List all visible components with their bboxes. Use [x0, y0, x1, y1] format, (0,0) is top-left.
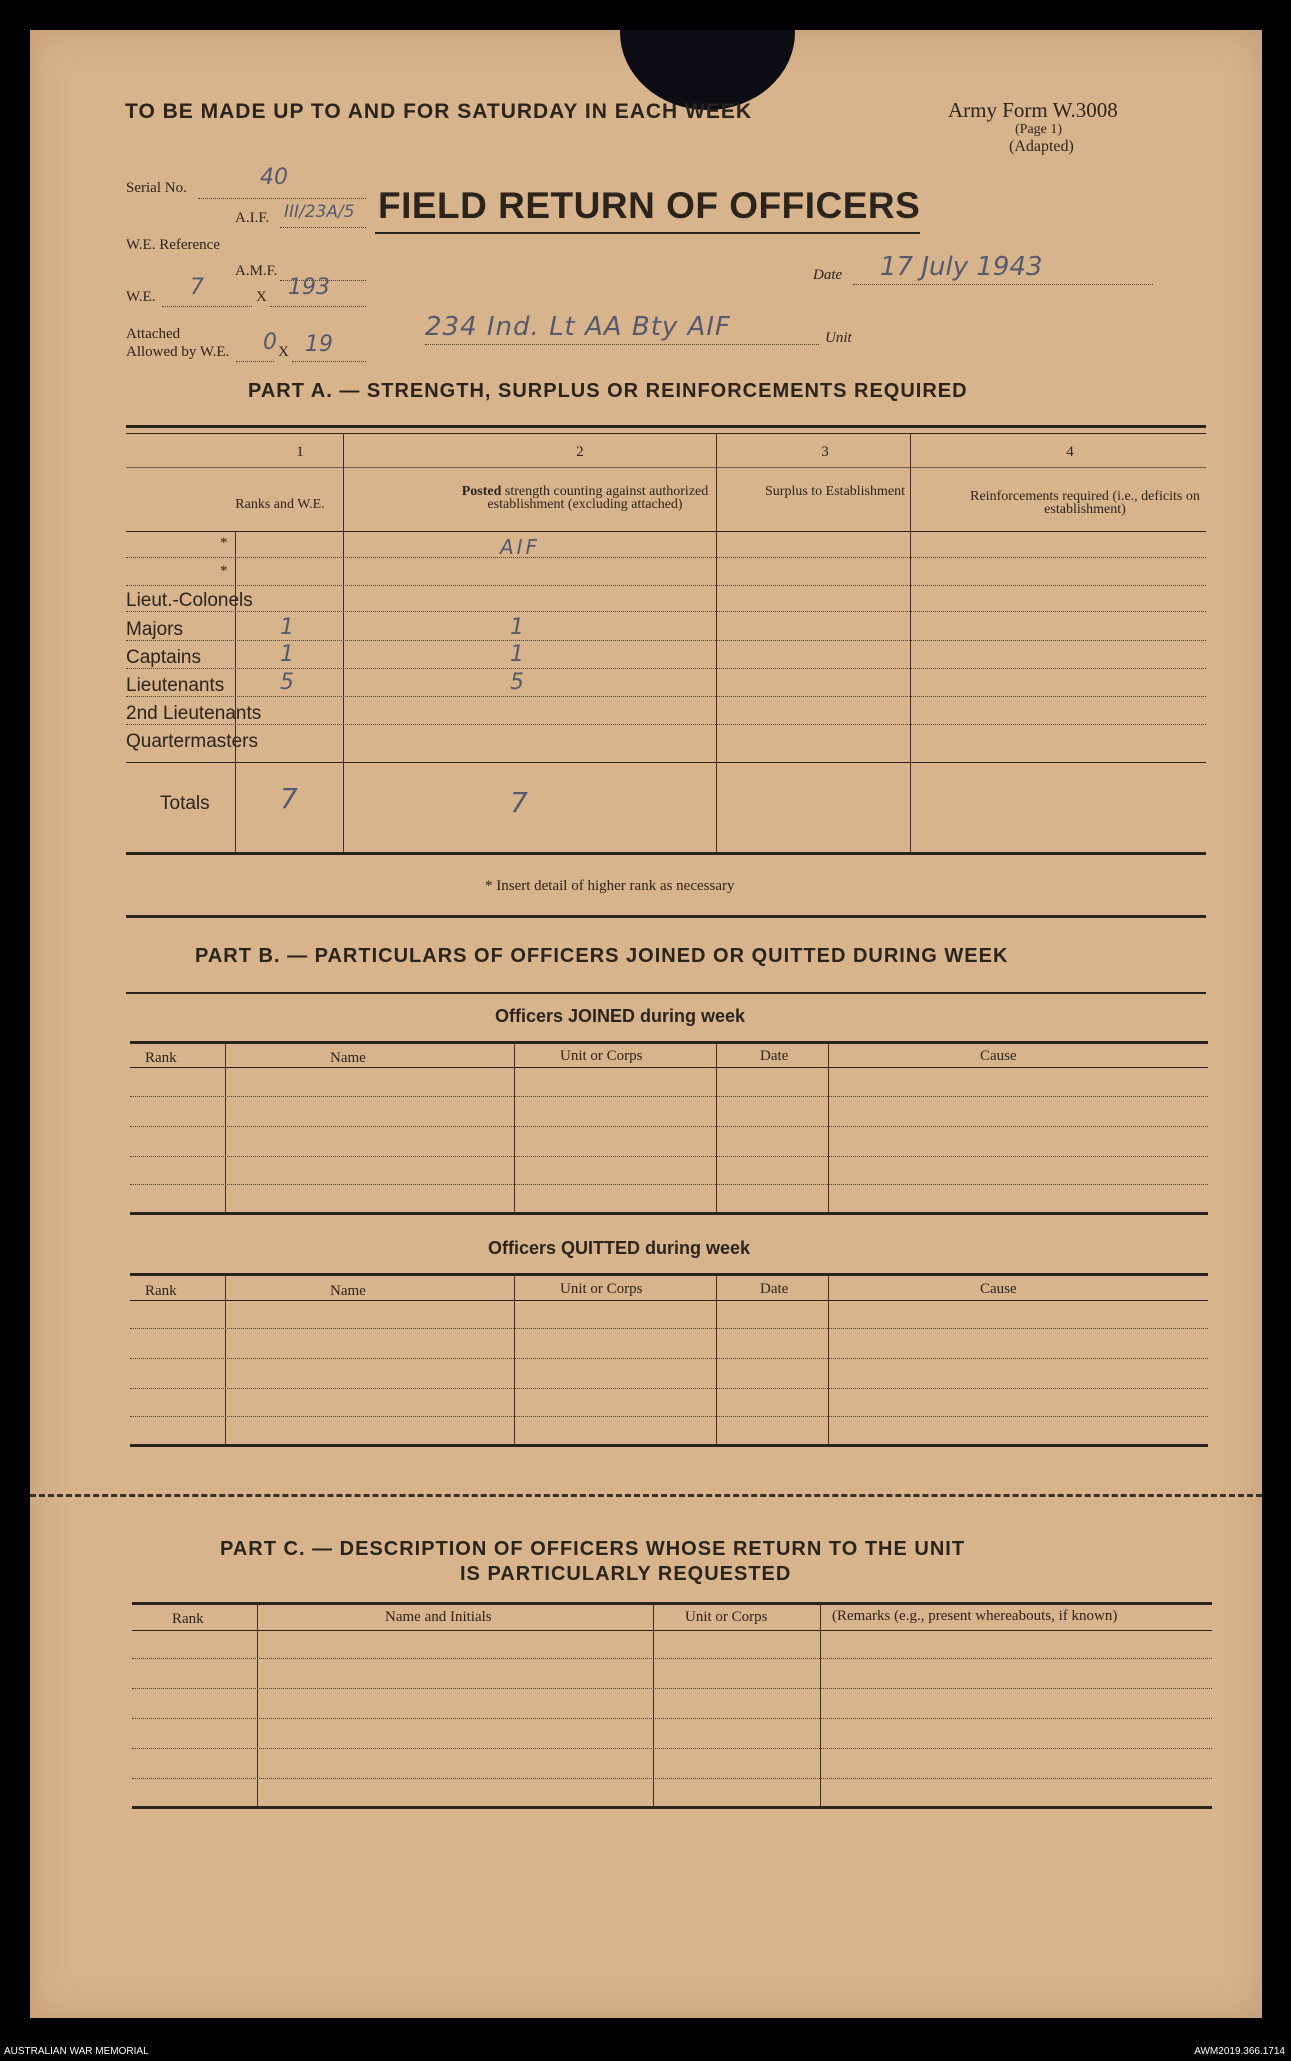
- instruction-text: TO BE MADE UP TO AND FOR SATURDAY IN EACH WEEK: [125, 100, 753, 123]
- title-underline: [375, 232, 920, 234]
- joined-col-rank: Rank: [145, 1050, 177, 1066]
- serial-line: [198, 198, 366, 199]
- attached-label: Attached: [126, 326, 181, 342]
- part-b-title: PART B. — PARTICULARS OF OFFICERS JOINED OR QUITTED DURING WEEK: [195, 945, 1009, 967]
- quitted-col-rank: Rank: [145, 1283, 177, 1299]
- quitted-col-name: Name: [330, 1283, 366, 1299]
- page-title: FIELD RETURN OF OFFICERS: [378, 185, 921, 226]
- joined-top-rule: [130, 1041, 1208, 1044]
- we-value-2: 193: [288, 275, 330, 300]
- col-number-4: 4: [1066, 444, 1074, 460]
- quitted-col-unit: Unit or Corps: [560, 1281, 643, 1297]
- part-a-vline-2: [716, 433, 717, 853]
- part-c-row-line: [132, 1718, 1212, 1719]
- quitted-title: Officers QUITTED during week: [488, 1238, 751, 1258]
- posted-majors: 1: [510, 615, 524, 640]
- we-line-2: [270, 306, 366, 307]
- part-c-header-rule: [132, 1630, 1212, 1631]
- part-c-col-name: Name and Initials: [385, 1609, 492, 1625]
- form-number: Army Form W.3008: [948, 98, 1118, 122]
- joined-bottom-rule: [130, 1212, 1208, 1215]
- joined-col-name: Name: [330, 1050, 366, 1066]
- aif-line: [280, 227, 366, 228]
- totals-we: 7: [280, 782, 298, 815]
- date-label: Date: [813, 267, 843, 283]
- row-line: [126, 585, 1206, 586]
- allowed-x: X: [278, 344, 289, 360]
- totals-posted: 7: [510, 786, 528, 819]
- serial-value: 40: [260, 165, 288, 190]
- joined-title: Officers JOINED during week: [495, 1006, 746, 1026]
- rank-lieutenants: Lieutenants: [126, 675, 225, 696]
- col3-header: Surplus to Establishment: [765, 484, 905, 499]
- col-number-rule: [126, 467, 1206, 468]
- quitted-vline: [225, 1276, 226, 1444]
- part-c-col-unit: Unit or Corps: [685, 1609, 768, 1625]
- star-row-1: *: [220, 535, 228, 551]
- allowed-value-2: 19: [305, 332, 333, 357]
- quitted-vline: [716, 1276, 717, 1444]
- rank-lieut-colonels: Lieut.-Colonels: [126, 590, 253, 611]
- quitted-col-cause: Cause: [980, 1281, 1017, 1297]
- totals-label: Totals: [160, 793, 210, 814]
- joined-row-line: [130, 1126, 1208, 1127]
- part-c-vline: [257, 1605, 258, 1807]
- col1-header: Ranks and W.E.: [235, 497, 325, 512]
- posted-captains: 1: [510, 642, 524, 667]
- row-line: [126, 640, 1206, 641]
- joined-row-line: [130, 1184, 1208, 1185]
- form-paper: [30, 30, 1262, 2018]
- form-page: (Page 1): [1015, 122, 1063, 137]
- part-c-top-rule: [132, 1602, 1212, 1605]
- star-row-2: *: [220, 563, 228, 579]
- col2-header: [435, 485, 735, 511]
- part-c-vline: [820, 1605, 821, 1807]
- part-c-col-rank: Rank: [172, 1611, 204, 1627]
- joined-row-line: [130, 1156, 1208, 1157]
- quitted-top-rule: [130, 1273, 1208, 1276]
- aif-note: AIF: [500, 535, 541, 559]
- date-value: 17 July 1943: [880, 252, 1043, 282]
- rank-quartermasters: Quartermasters: [126, 731, 258, 752]
- row-line: [126, 668, 1206, 669]
- part-c-bottom-rule: [132, 1806, 1212, 1809]
- footer-id: AWM2019.366.1714: [1194, 2046, 1285, 2057]
- unit-line: [425, 344, 819, 345]
- allowed-label: Allowed by W.E.: [126, 344, 230, 360]
- part-a-title: PART A. — STRENGTH, SURPLUS OR REINFORCEMENTS REQUIRED: [248, 380, 968, 402]
- quitted-row-line: [130, 1358, 1208, 1359]
- row-line: [126, 557, 1206, 558]
- allowed-value-1: 0: [263, 330, 277, 355]
- joined-vline: [828, 1044, 829, 1212]
- part-a-bottom-rule: [126, 852, 1206, 855]
- quitted-vline: [514, 1276, 515, 1444]
- quitted-row-line: [130, 1388, 1208, 1389]
- quitted-bottom-rule: [130, 1444, 1208, 1447]
- date-line: [853, 284, 1153, 285]
- quitted-row-line: [130, 1416, 1208, 1417]
- joined-vline: [514, 1044, 515, 1212]
- part-b-title-rule: [126, 992, 1206, 994]
- part-c-col-remarks: (Remarks (e.g., present whereabouts, if known): [832, 1608, 1118, 1624]
- serial-label: Serial No.: [126, 180, 187, 196]
- col2-header-bold: Posted: [461, 484, 502, 499]
- allowed-line-2: [292, 361, 366, 362]
- amf-label: A.M.F.: [235, 263, 278, 279]
- row-line: [126, 611, 1206, 612]
- allowed-line-1: [236, 361, 274, 362]
- part-a-top-rule: [126, 425, 1206, 428]
- we-lieutenants: 5: [280, 670, 294, 695]
- aif-label: A.I.F.: [235, 210, 270, 226]
- joined-vline: [225, 1044, 226, 1212]
- quitted-header-rule: [130, 1300, 1208, 1301]
- part-c-row-line: [132, 1778, 1212, 1779]
- row-line: [126, 696, 1206, 697]
- part-c-vline: [653, 1605, 654, 1807]
- part-a-top-rule-2: [126, 433, 1206, 434]
- quitted-row-line: [130, 1328, 1208, 1329]
- we-captains: 1: [280, 642, 294, 667]
- totals-top-rule: [126, 762, 1206, 763]
- col4-header: Reinforcements required (i.e., deficits on establishment): [970, 489, 1200, 517]
- part-a-vline-3: [910, 433, 911, 853]
- aif-value: III/23A/5: [284, 202, 355, 222]
- we-x: X: [256, 289, 267, 305]
- col2-header-text: strength counting against authorized establishment (excluding attached): [487, 484, 709, 512]
- posted-lieutenants: 5: [510, 670, 524, 695]
- col-number-1: 1: [296, 444, 304, 460]
- rank-majors: Majors: [126, 619, 184, 640]
- form-adapted: (Adapted): [1009, 138, 1074, 155]
- header-bottom-rule: [126, 531, 1206, 532]
- part-c-title-1: PART C. — DESCRIPTION OF OFFICERS WHOSE RETURN TO THE UNIT: [220, 1538, 966, 1560]
- col-number-3: 3: [821, 444, 829, 460]
- footnote: * Insert detail of higher rank as necessary: [485, 878, 735, 894]
- part-c-row-line: [132, 1658, 1212, 1659]
- tear-off-line: [30, 1494, 1262, 1497]
- we-line-1: [162, 306, 252, 307]
- joined-col-unit: Unit or Corps: [560, 1048, 643, 1064]
- part-b-top-rule: [126, 915, 1206, 918]
- rank-captains: Captains: [126, 647, 201, 668]
- joined-col-cause: Cause: [980, 1048, 1017, 1064]
- joined-row-line: [130, 1096, 1208, 1097]
- unit-value: 234 Ind. Lt AA Bty AIF: [425, 312, 731, 342]
- joined-header-rule: [130, 1067, 1208, 1068]
- part-c-title-2: IS PARTICULARLY REQUESTED: [460, 1563, 792, 1585]
- we-value-1: 7: [190, 275, 204, 300]
- part-a-vline-we: [235, 531, 236, 853]
- joined-col-date: Date: [760, 1048, 789, 1064]
- part-c-row-line: [132, 1748, 1212, 1749]
- we-reference-label: W.E. Reference: [126, 237, 220, 253]
- rank-2nd-lieutenants: 2nd Lieutenants: [126, 703, 262, 724]
- col-number-2: 2: [576, 444, 584, 460]
- part-a-vline-1: [343, 433, 344, 853]
- part-c-row-line: [132, 1688, 1212, 1689]
- we-label: W.E.: [126, 289, 156, 305]
- punch-hole: [620, 30, 795, 110]
- unit-label: Unit: [825, 330, 852, 346]
- quitted-vline: [828, 1276, 829, 1444]
- row-line: [126, 724, 1206, 725]
- quitted-col-date: Date: [760, 1281, 789, 1297]
- we-majors: 1: [280, 615, 294, 640]
- footer-source: AUSTRALIAN WAR MEMORIAL: [4, 2046, 149, 2057]
- joined-vline: [716, 1044, 717, 1212]
